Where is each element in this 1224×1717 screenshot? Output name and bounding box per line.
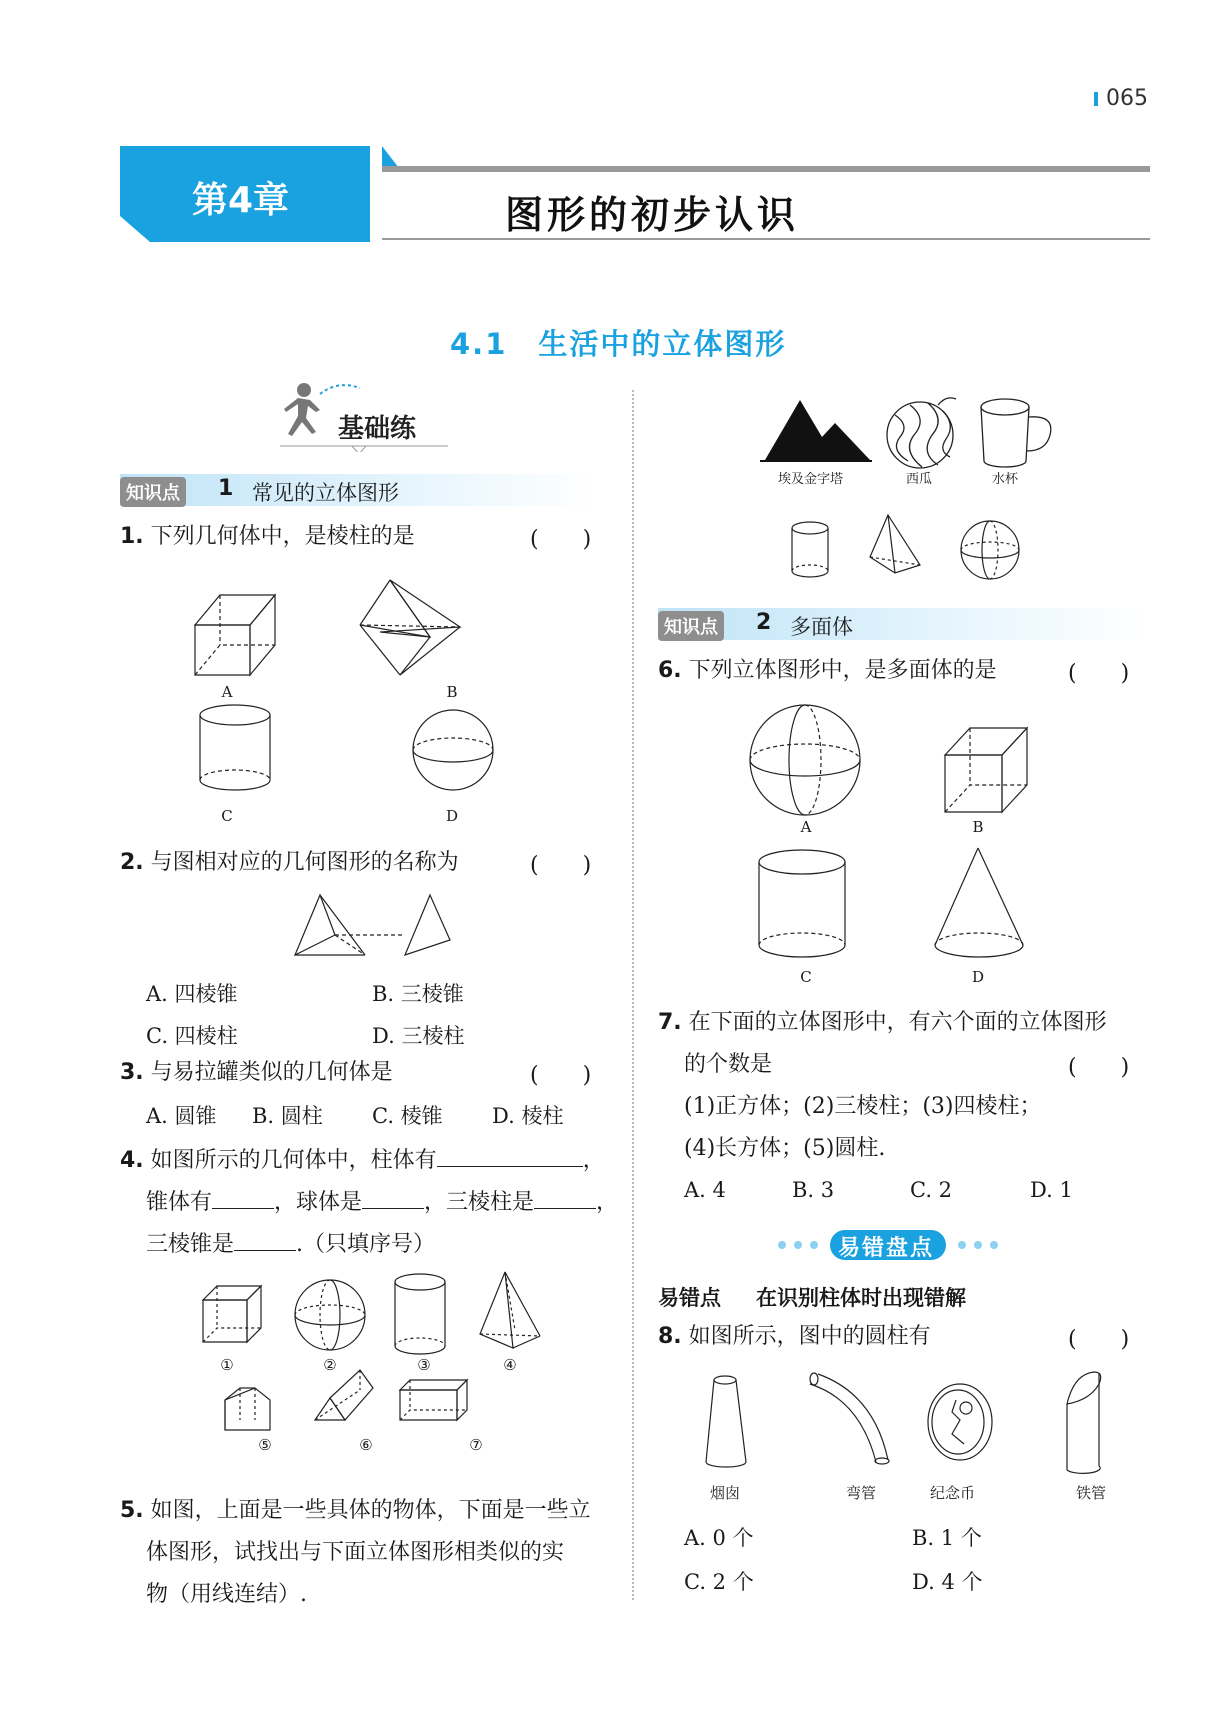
q5-object-watermelon: 西瓜 [906, 472, 933, 487]
q1-answer-paren: ( ) [530, 527, 592, 552]
q8-object-iron-pipe: 铁管 [1076, 1484, 1107, 1502]
chapter-title: 图形的初步认识 [505, 193, 800, 237]
coin-drawing [928, 1384, 992, 1460]
q7-line-4: (4)长方体；(5)圆柱. [684, 1136, 886, 1161]
q7-line-1 [658, 1008, 1107, 1038]
q4-blank-tripyramid[interactable] [234, 1228, 296, 1251]
q7-line-3: (1)正方体；(2)三棱柱；(3)四棱柱； [684, 1094, 1042, 1119]
q1-figure-c [200, 705, 270, 790]
knowledge-point-1 [120, 474, 600, 506]
mistake-title: 在识别柱体时出现错解 [756, 1286, 966, 1310]
q8-option-b: B. 1 个 [912, 1526, 982, 1550]
q7-option-a: A. 4 [684, 1178, 726, 1202]
column-divider [632, 390, 634, 1600]
q4-label-4: ④ [503, 1356, 517, 1374]
q6-text [658, 656, 997, 686]
q6-figure-a [750, 705, 860, 815]
q8-option-c: C. 2 个 [684, 1570, 754, 1594]
q6-answer-paren: ( ) [1068, 661, 1130, 686]
q4-blank-sphere[interactable] [362, 1186, 424, 1209]
q8-number: 8. [658, 1324, 682, 1349]
q4-blank-cones[interactable] [212, 1186, 274, 1209]
q7-answer-paren: ( ) [1068, 1055, 1130, 1080]
q5-object-pyramid: 埃及金字塔 [778, 472, 844, 487]
q4-figure-7 [400, 1380, 467, 1420]
q5-pyramid [870, 515, 920, 573]
q5-line1-text: 如图，上面是一些具体的物体，下面是一些立 [150, 1498, 591, 1523]
q4-figure-3 [395, 1274, 445, 1354]
watermelon-drawing [887, 398, 956, 468]
q5-line-3: 物（用线连结）. [146, 1582, 307, 1607]
q6-figure-d [935, 848, 1023, 957]
q3-text [120, 1058, 393, 1088]
q4-label-2: ② [323, 1356, 337, 1374]
q8-option-a: A. 0 个 [684, 1526, 754, 1550]
q4-l2c: ，三棱柱是 [424, 1190, 535, 1215]
q4-label-5: ⑤ [258, 1436, 272, 1454]
q5-line-1 [120, 1496, 591, 1526]
q1-number: 1. [120, 524, 144, 549]
knowledge-point-2 [658, 608, 1148, 640]
q1-label-d: D [445, 807, 459, 825]
q8-answer-paren: ( ) [1068, 1327, 1130, 1352]
kp1-number: 1 [218, 476, 234, 501]
q7-option-d: D. 1 [1030, 1178, 1073, 1202]
q8-figures [690, 1370, 1120, 1480]
pyramid-silhouette [765, 400, 870, 460]
cup-drawing [981, 399, 1051, 467]
q4-line1-end: ， [582, 1148, 605, 1173]
q1-label-a: A [221, 683, 233, 701]
q5-sphere [961, 521, 1019, 579]
q2-option-b: B. 三棱锥 [372, 982, 464, 1006]
q7-number: 7. [658, 1010, 682, 1035]
q4-label-7: ⑦ [469, 1436, 483, 1454]
iron-pipe-drawing [1067, 1372, 1101, 1473]
q7-line-2: 的个数是 [684, 1052, 773, 1077]
q3-option-a: A. 圆锥 [146, 1104, 217, 1128]
kp1-title: 常见的立体图形 [252, 481, 399, 505]
q4-label-3: ③ [417, 1356, 431, 1374]
q7-line1-text: 在下面的立体图形中，有六个面的立体图形 [688, 1010, 1107, 1035]
q1-label-b: B [446, 683, 458, 701]
q5-number: 5. [120, 1498, 144, 1523]
q6-label-a: A [800, 818, 812, 836]
practice-badge-label: 基础练 [338, 414, 417, 444]
mistake-label: 易错点 [658, 1286, 721, 1310]
q7-option-b: B. 3 [792, 1178, 835, 1202]
q2-stem: 与图相对应的几何图形的名称为 [150, 850, 459, 875]
q8-object-chimney: 烟囱 [710, 1484, 741, 1502]
q3-answer-paren: ( ) [530, 1063, 592, 1088]
q4-l2d: ， [596, 1190, 619, 1215]
kp2-tag: 知识点 [658, 611, 724, 641]
practice-badge [280, 382, 450, 452]
q4-l2b: ，球体是 [274, 1190, 363, 1215]
q5-figures [760, 395, 1070, 585]
q8-option-d: D. 4 个 [912, 1570, 983, 1594]
q4-l2a: 锥体有 [146, 1190, 213, 1215]
q4-label-1: ① [220, 1356, 234, 1374]
chimney-drawing [706, 1376, 746, 1467]
q2-option-a: A. 四棱锥 [146, 982, 238, 1006]
q6-stem: 下列立体图形中，是多面体的是 [688, 658, 997, 683]
q5-line-2: 体图形，试找出与下面立体图形相类似的实 [146, 1540, 565, 1565]
q8-object-bent-pipe: 弯管 [846, 1484, 877, 1502]
q4-line-2 [146, 1186, 618, 1218]
q4-line-1 [120, 1144, 605, 1176]
kp1-tag: 知识点 [120, 477, 186, 507]
q4-figure-5 [225, 1388, 270, 1430]
q3-option-c: C. 棱锥 [372, 1104, 443, 1128]
q7-option-c: C. 2 [910, 1178, 953, 1202]
q2-text [120, 848, 459, 878]
section-title: 4.1 生活中的立体图形 [450, 327, 787, 361]
bent-pipe-drawing [810, 1373, 889, 1464]
q1-figure-d [413, 710, 493, 790]
q4-figure-4 [480, 1272, 540, 1348]
q1-text [120, 522, 415, 552]
q8-text [658, 1322, 931, 1352]
kp2-title: 多面体 [790, 615, 853, 639]
q4-blank-triprism[interactable] [534, 1186, 596, 1209]
mistake-badge-label: 易错盘点 [838, 1236, 935, 1261]
q3-number: 3. [120, 1060, 144, 1085]
q2-figure [290, 890, 460, 960]
q4-l3b: .（只填序号） [296, 1232, 436, 1257]
mistake-badge [776, 1228, 1026, 1262]
q8-stem: 如图所示，图中的圆柱有 [688, 1324, 931, 1349]
q2-answer-paren: ( ) [530, 853, 592, 878]
q4-label-6: ⑥ [359, 1436, 373, 1454]
q4-line1-text: 如图所示的几何体中，柱体有 [150, 1148, 437, 1173]
q8-object-coin: 纪念币 [930, 1484, 976, 1502]
q1-stem: 下列几何体中，是棱柱的是 [150, 524, 415, 549]
q2-option-c: C. 四棱柱 [146, 1024, 238, 1048]
q2-number: 2. [120, 850, 144, 875]
q6-label-c: C [800, 968, 812, 986]
q6-label-b: B [972, 818, 984, 836]
q5-cylinder [792, 522, 828, 577]
page-number-marker [1094, 92, 1098, 106]
chapter-label: 第4章 [192, 180, 290, 221]
q1-figure-b [360, 580, 460, 675]
q6-figure-b [945, 728, 1027, 812]
kp2-number: 2 [756, 610, 772, 635]
q4-line-3 [146, 1228, 435, 1260]
q3-stem: 与易拉罐类似的几何体是 [150, 1060, 393, 1085]
q6-number: 6. [658, 658, 682, 683]
q4-blank-prisms[interactable] [437, 1144, 583, 1167]
q4-figure-2 [295, 1280, 365, 1350]
q6-figure-c [759, 850, 845, 957]
chapter-header [120, 146, 1150, 242]
q4-number: 4. [120, 1148, 144, 1173]
q4-figure-1 [203, 1286, 261, 1342]
q2-option-d: D. 三棱柱 [372, 1024, 465, 1048]
q3-option-d: D. 棱柱 [492, 1104, 564, 1128]
q3-option-b: B. 圆柱 [252, 1104, 323, 1128]
q5-object-cup: 水杯 [992, 472, 1019, 487]
q1-figure-a [195, 595, 275, 675]
page-number: 065 [1106, 86, 1148, 111]
q4-l3a: 三棱锥是 [146, 1232, 235, 1257]
q1-label-c: C [221, 807, 233, 825]
q6-label-d: D [971, 968, 985, 986]
q4-figure-6 [315, 1370, 373, 1420]
